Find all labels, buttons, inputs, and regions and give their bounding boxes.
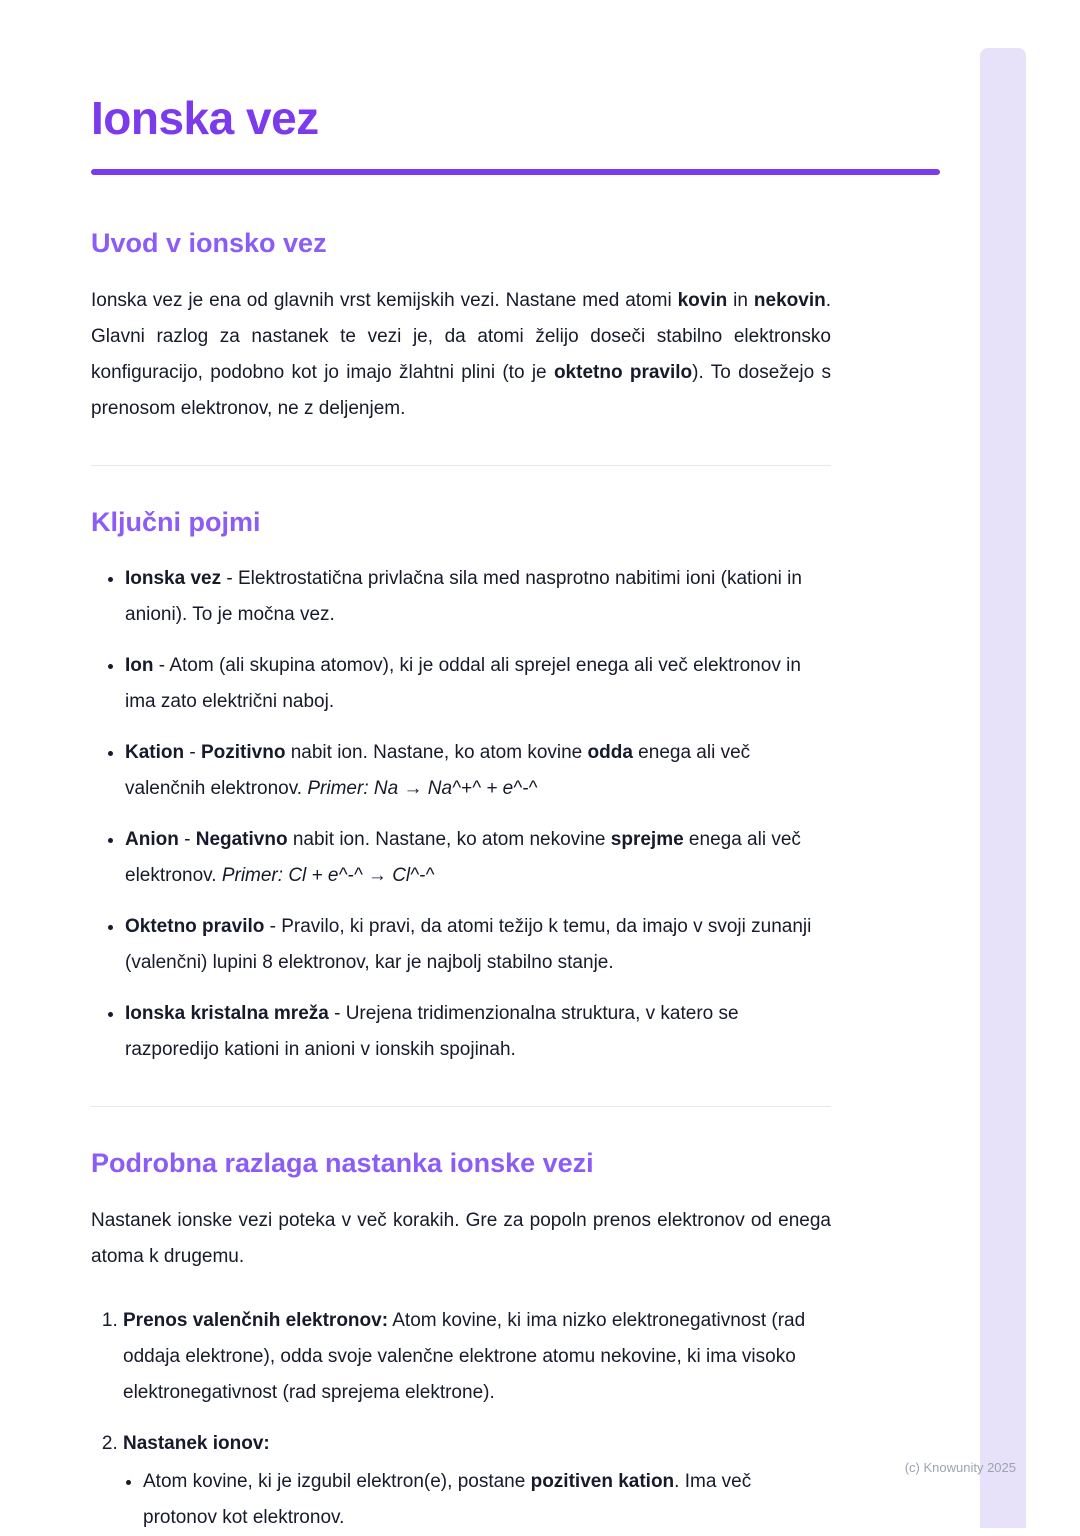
section-intro bbox=[91, 227, 951, 427]
key-term-ion: • Ion - Atom (ali skupina atomov), ki je oddal ali sprejel enega ali več elektronov in ima zato električni naboj. bbox=[125, 648, 831, 720]
section-divider bbox=[91, 1106, 831, 1107]
key-terms-list bbox=[91, 561, 831, 1068]
section-divider bbox=[91, 465, 831, 466]
right-margin-stripe bbox=[980, 48, 1026, 1528]
step-2-label: Nastanek ionov: bbox=[123, 1433, 270, 1455]
section-key-terms bbox=[91, 506, 951, 1069]
key-term-kristalna-mreza: • Ionska kristalna mreža - Urejena tridimenzionalna struktura, v katero se razporedijo kationi in anioni v ionskih spojinah. bbox=[125, 996, 831, 1068]
page-title: Ionska vez bbox=[91, 92, 319, 144]
key-term-anion: • Anion - Negativno nabit ion. Nastane, ko atom nekovine sprejme enega ali več elektronov. Primer: Cl + e^-^ → Cl^-^ bbox=[125, 822, 831, 894]
key-term-kation: • Kation - Pozitivno nabit ion. Nastane, ko atom kovine odda enega ali več valenčnih elektronov. Primer: Na → Na^+^ + e^-^ bbox=[125, 735, 831, 807]
explanation-steps-list bbox=[91, 1303, 831, 1536]
footer-credit: (c) Knowunity 2025 bbox=[904, 1460, 1016, 1475]
section-heading-explanation: Podrobna razlaga nastanka ionske vezi bbox=[91, 1148, 594, 1179]
key-term-oktetno-pravilo: • Oktetno pravilo - Pravilo, ki pravi, da atomi težijo k temu, da imajo v svoji zunanji (valenčni) lupini 8 elektronov, kar je najbolj stabilno stanje. bbox=[125, 909, 831, 981]
step-2-sub-item: • Atom kovine, ki je izgubil elektron(e), postane pozitiven kation. Ima več protonov kot elektronov. bbox=[143, 1464, 803, 1536]
section-explanation bbox=[91, 1147, 951, 1536]
intro-paragraph: Ionska vez je ena od glavnih vrst kemijskih vezi. Nastane med atomi kovin in nekovin. Glavni razlog za nastanek te vezi je, da atomi želijo doseči stabilno elektronsko konfiguracijo, podobno kot jo imajo žlahtni plini (to je oktetno pravilo). To dosežejo s prenosom elektronov, ne z deljenjem. bbox=[91, 289, 831, 419]
title-underline-rule bbox=[91, 169, 940, 175]
section-heading-key-terms: Ključni pojmi bbox=[91, 506, 261, 537]
section-heading-intro: Uvod v ionsko vez bbox=[91, 227, 327, 258]
step-1: 1. Prenos valenčnih elektronov: Atom kovine, ki ima nizko elektronegativnost (rad oddaja elektrone), odda svoje valenčne elektrone atomu nekovine, ki ima visoko elektronegativnost (rad sprejema elektrone). bbox=[123, 1303, 831, 1411]
step-2 bbox=[123, 1426, 831, 1536]
explanation-paragraph: Nastanek ionske vezi poteka v več korakih. Gre za popoln prenos elektronov od enega atoma k drugemu. bbox=[91, 1210, 831, 1268]
key-term-ionska-vez: • Ionska vez - Elektrostatična privlačna sila med nasprotno nabitimi ioni (kationi in anioni). To je močna vez. bbox=[125, 561, 831, 633]
step-2-sublist bbox=[123, 1464, 803, 1536]
